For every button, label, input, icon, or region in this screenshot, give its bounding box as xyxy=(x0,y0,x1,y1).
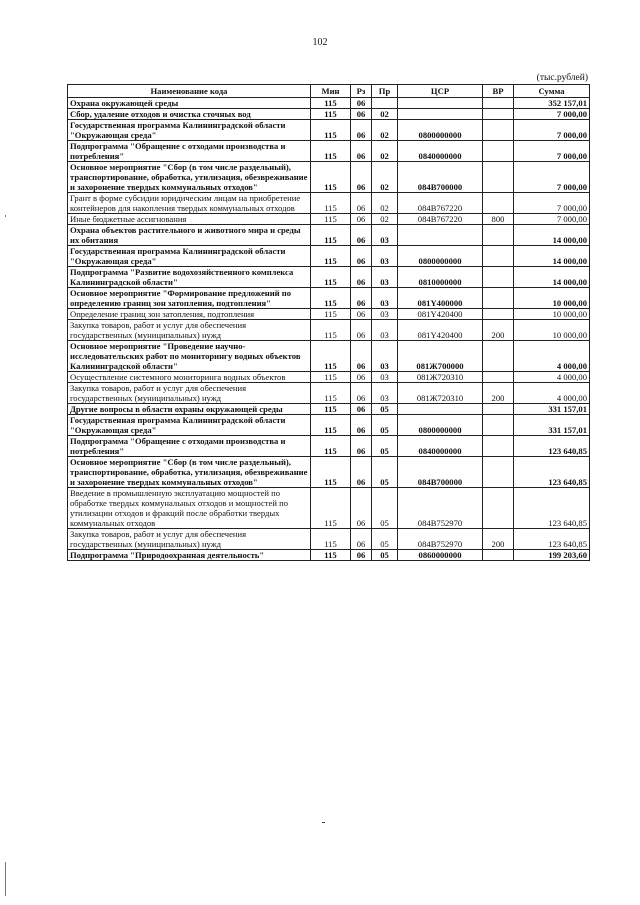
cell-rz: 06 xyxy=(351,457,372,488)
cell-min: 115 xyxy=(311,120,351,141)
table-row xyxy=(68,141,590,162)
units-label: (тыс.рублей) xyxy=(536,73,588,83)
cell-sum: 7 000,00 xyxy=(514,214,590,225)
cell-csr: 081Ж720310 xyxy=(398,372,483,383)
cell-vr: 800 xyxy=(483,214,514,225)
cell-vr xyxy=(483,341,514,372)
cell-pr: 03 xyxy=(372,267,398,288)
table-row xyxy=(68,288,590,309)
table-row xyxy=(68,267,590,288)
cell-min: 115 xyxy=(311,320,351,341)
scan-dot xyxy=(322,822,325,823)
cell-csr: 0840000000 xyxy=(398,436,483,457)
cell-vr xyxy=(483,436,514,457)
cell-name: Охрана окружающей среды xyxy=(68,98,311,109)
cell-csr: 081Ж700000 xyxy=(398,341,483,372)
cell-csr: 0800000000 xyxy=(398,120,483,141)
header-rz: Рз xyxy=(351,85,372,98)
cell-rz: 06 xyxy=(351,98,372,109)
cell-rz: 06 xyxy=(351,436,372,457)
cell-name: Определение границ зон затопления, подтопления xyxy=(68,309,311,320)
cell-rz: 06 xyxy=(351,372,372,383)
cell-name: Закупка товаров, работ и услуг для обеспечения государственных (муниципальных) нужд xyxy=(68,383,311,404)
margin-mark xyxy=(5,215,6,217)
table-row xyxy=(68,162,590,193)
cell-min: 115 xyxy=(311,288,351,309)
cell-rz: 06 xyxy=(351,288,372,309)
table-row xyxy=(68,214,590,225)
cell-sum: 14 000,00 xyxy=(514,267,590,288)
cell-min: 115 xyxy=(311,225,351,246)
cell-min: 115 xyxy=(311,372,351,383)
cell-pr: 05 xyxy=(372,457,398,488)
cell-pr: 05 xyxy=(372,436,398,457)
cell-vr xyxy=(483,309,514,320)
cell-sum: 123 640,85 xyxy=(514,457,590,488)
cell-vr: 200 xyxy=(483,320,514,341)
header-vr: ВР xyxy=(483,85,514,98)
cell-name: Подпрограмма "Обращение с отходами производства и потребления" xyxy=(68,141,311,162)
cell-name: Подпрограмма "Обращение с отходами производства и потребления" xyxy=(68,436,311,457)
table-row xyxy=(68,309,590,320)
cell-vr xyxy=(483,141,514,162)
cell-min: 115 xyxy=(311,109,351,120)
table-row xyxy=(68,193,590,214)
cell-name: Государственная программа Калининградской области "Окружающая среда" xyxy=(68,246,311,267)
cell-name: Государственная программа Калининградской области "Окружающая среда" xyxy=(68,415,311,436)
cell-min: 115 xyxy=(311,415,351,436)
cell-csr xyxy=(398,98,483,109)
header-pr: Пр xyxy=(372,85,398,98)
cell-csr xyxy=(398,404,483,415)
cell-pr: 03 xyxy=(372,341,398,372)
cell-sum: 123 640,85 xyxy=(514,488,590,529)
cell-sum: 14 000,00 xyxy=(514,225,590,246)
cell-min: 115 xyxy=(311,246,351,267)
cell-pr: 02 xyxy=(372,162,398,193)
header-sum: Сумма xyxy=(514,85,590,98)
cell-vr xyxy=(483,415,514,436)
cell-csr: 0800000000 xyxy=(398,415,483,436)
cell-name: Грант в форме субсидии юридическим лицам на приобретение контейнеров для накопления твердых коммунальных отходов xyxy=(68,193,311,214)
cell-min: 115 xyxy=(311,141,351,162)
budget-table xyxy=(67,84,590,561)
page-number: 102 xyxy=(312,37,328,48)
cell-csr: 084В752970 xyxy=(398,488,483,529)
table-row xyxy=(68,320,590,341)
cell-name: Основное мероприятие "Формирование предложений по определению границ зон затопления, подтопления" xyxy=(68,288,311,309)
table-row xyxy=(68,98,590,109)
cell-csr: 0810000000 xyxy=(398,267,483,288)
cell-min: 115 xyxy=(311,214,351,225)
cell-vr xyxy=(483,457,514,488)
cell-vr xyxy=(483,98,514,109)
cell-pr: 02 xyxy=(372,120,398,141)
table-row xyxy=(68,341,590,372)
cell-sum: 331 157,01 xyxy=(514,415,590,436)
margin-mark xyxy=(5,862,6,896)
cell-rz: 06 xyxy=(351,246,372,267)
cell-min: 115 xyxy=(311,309,351,320)
cell-sum: 10 000,00 xyxy=(514,320,590,341)
table-row xyxy=(68,246,590,267)
cell-name: Основное мероприятие "Проведение научно-исследовательских работ по мониторингу водных объектов Калининградской области" xyxy=(68,341,311,372)
cell-pr: 05 xyxy=(372,529,398,550)
cell-csr xyxy=(398,109,483,120)
cell-csr: 0840000000 xyxy=(398,141,483,162)
cell-sum: 7 000,00 xyxy=(514,141,590,162)
cell-rz: 06 xyxy=(351,309,372,320)
cell-name: Сбор, удаление отходов и очистка сточных вод xyxy=(68,109,311,120)
cell-min: 115 xyxy=(311,98,351,109)
table-row xyxy=(68,415,590,436)
table-row xyxy=(68,225,590,246)
header-name: Наименование кода xyxy=(68,85,311,98)
cell-min: 115 xyxy=(311,162,351,193)
cell-min: 115 xyxy=(311,529,351,550)
cell-min: 115 xyxy=(311,267,351,288)
cell-pr: 05 xyxy=(372,550,398,561)
cell-pr: 05 xyxy=(372,415,398,436)
cell-vr xyxy=(483,550,514,561)
cell-rz: 06 xyxy=(351,383,372,404)
cell-sum: 10 000,00 xyxy=(514,288,590,309)
table-header-row xyxy=(68,85,590,98)
cell-sum: 7 000,00 xyxy=(514,193,590,214)
cell-sum: 7 000,00 xyxy=(514,162,590,193)
cell-name: Закупка товаров, работ и услуг для обеспечения государственных (муниципальных) нужд xyxy=(68,529,311,550)
table-row xyxy=(68,550,590,561)
table-row xyxy=(68,488,590,529)
cell-rz: 06 xyxy=(351,193,372,214)
cell-pr: 03 xyxy=(372,246,398,267)
cell-name: Государственная программа Калининградской области "Окружающая среда" xyxy=(68,120,311,141)
table-row xyxy=(68,457,590,488)
cell-rz: 06 xyxy=(351,404,372,415)
cell-pr: 03 xyxy=(372,320,398,341)
cell-rz: 06 xyxy=(351,415,372,436)
cell-vr xyxy=(483,120,514,141)
cell-rz: 06 xyxy=(351,550,372,561)
cell-csr: 0800000000 xyxy=(398,246,483,267)
cell-vr xyxy=(483,488,514,529)
cell-csr xyxy=(398,225,483,246)
cell-csr: 084В700000 xyxy=(398,457,483,488)
cell-name: Введение в промышленную эксплуатацию мощностей по обработке твердых коммунальных отходов и мощностей по утилизации отходов и фракций после обработки твердых коммунальных отходов xyxy=(68,488,311,529)
cell-pr: 02 xyxy=(372,193,398,214)
cell-pr: 03 xyxy=(372,288,398,309)
table-row xyxy=(68,436,590,457)
table-row xyxy=(68,383,590,404)
cell-vr xyxy=(483,267,514,288)
cell-sum: 4 000,00 xyxy=(514,383,590,404)
cell-pr: 03 xyxy=(372,383,398,404)
cell-pr: 05 xyxy=(372,488,398,529)
cell-rz: 06 xyxy=(351,267,372,288)
cell-rz: 06 xyxy=(351,120,372,141)
cell-rz: 06 xyxy=(351,225,372,246)
cell-rz: 06 xyxy=(351,109,372,120)
cell-sum: 7 000,00 xyxy=(514,120,590,141)
cell-pr: 02 xyxy=(372,141,398,162)
cell-pr: 03 xyxy=(372,372,398,383)
table-row xyxy=(68,372,590,383)
cell-rz: 06 xyxy=(351,320,372,341)
cell-csr: 084В700000 xyxy=(398,162,483,193)
cell-csr: 084В767220 xyxy=(398,193,483,214)
cell-sum: 352 157,01 xyxy=(514,98,590,109)
table-row xyxy=(68,404,590,415)
cell-min: 115 xyxy=(311,550,351,561)
cell-name: Подпрограмма "Развитие водохозяйственного комплекса Калининградской области" xyxy=(68,267,311,288)
cell-name: Закупка товаров, работ и услуг для обеспечения государственных (муниципальных) нужд xyxy=(68,320,311,341)
cell-pr: 02 xyxy=(372,214,398,225)
table-row xyxy=(68,109,590,120)
table-body xyxy=(68,98,590,561)
cell-sum: 123 640,85 xyxy=(514,436,590,457)
cell-rz: 06 xyxy=(351,162,372,193)
cell-vr xyxy=(483,193,514,214)
cell-csr: 081Y420400 xyxy=(398,309,483,320)
cell-name: Другие вопросы в области охраны окружающей среды xyxy=(68,404,311,415)
cell-sum: 4 000,00 xyxy=(514,341,590,372)
cell-pr: 03 xyxy=(372,225,398,246)
cell-vr xyxy=(483,288,514,309)
cell-rz: 06 xyxy=(351,141,372,162)
cell-sum: 10 000,00 xyxy=(514,309,590,320)
cell-sum: 7 000,00 xyxy=(514,109,590,120)
cell-csr: 081Y420400 xyxy=(398,320,483,341)
cell-vr xyxy=(483,246,514,267)
cell-csr: 0860000000 xyxy=(398,550,483,561)
cell-sum: 331 157,01 xyxy=(514,404,590,415)
cell-rz: 06 xyxy=(351,214,372,225)
cell-sum: 123 640,85 xyxy=(514,529,590,550)
cell-min: 115 xyxy=(311,457,351,488)
header-min: Мин xyxy=(311,85,351,98)
cell-rz: 06 xyxy=(351,529,372,550)
cell-pr xyxy=(372,98,398,109)
cell-vr xyxy=(483,162,514,193)
cell-name: Осуществление системного мониторинга водных объектов xyxy=(68,372,311,383)
cell-sum: 199 203,60 xyxy=(514,550,590,561)
cell-csr: 081Y400000 xyxy=(398,288,483,309)
cell-pr: 03 xyxy=(372,309,398,320)
cell-name: Основное мероприятие "Сбор (в том числе раздельный), транспортирование, обработка, утилизация, обезвреживание и захоронение твердых коммунальных отходов" xyxy=(68,457,311,488)
cell-vr xyxy=(483,372,514,383)
cell-min: 115 xyxy=(311,488,351,529)
cell-min: 115 xyxy=(311,193,351,214)
cell-min: 115 xyxy=(311,404,351,415)
cell-sum: 4 000,00 xyxy=(514,372,590,383)
cell-vr xyxy=(483,404,514,415)
cell-sum: 14 000,00 xyxy=(514,246,590,267)
table-row xyxy=(68,120,590,141)
header-csr: ЦСР xyxy=(398,85,483,98)
cell-vr xyxy=(483,109,514,120)
cell-csr: 084В752970 xyxy=(398,529,483,550)
cell-min: 115 xyxy=(311,341,351,372)
cell-vr xyxy=(483,225,514,246)
cell-min: 115 xyxy=(311,436,351,457)
cell-vr: 200 xyxy=(483,383,514,404)
cell-pr: 05 xyxy=(372,404,398,415)
cell-vr: 200 xyxy=(483,529,514,550)
cell-rz: 06 xyxy=(351,341,372,372)
cell-name: Подпрограмма "Природоохранная деятельность" xyxy=(68,550,311,561)
cell-name: Иные бюджетные ассигнования xyxy=(68,214,311,225)
table-row xyxy=(68,529,590,550)
cell-name: Охрана объектов растительного и животного мира и среды их обитания xyxy=(68,225,311,246)
cell-rz: 06 xyxy=(351,488,372,529)
cell-min: 115 xyxy=(311,383,351,404)
cell-csr: 084В767220 xyxy=(398,214,483,225)
cell-csr: 081Ж720310 xyxy=(398,383,483,404)
cell-name: Основное мероприятие "Сбор (в том числе раздельный), транспортирование, обработка, утилизация, обезвреживание и захоронение твердых коммунальных отходов" xyxy=(68,162,311,193)
cell-pr: 02 xyxy=(372,109,398,120)
